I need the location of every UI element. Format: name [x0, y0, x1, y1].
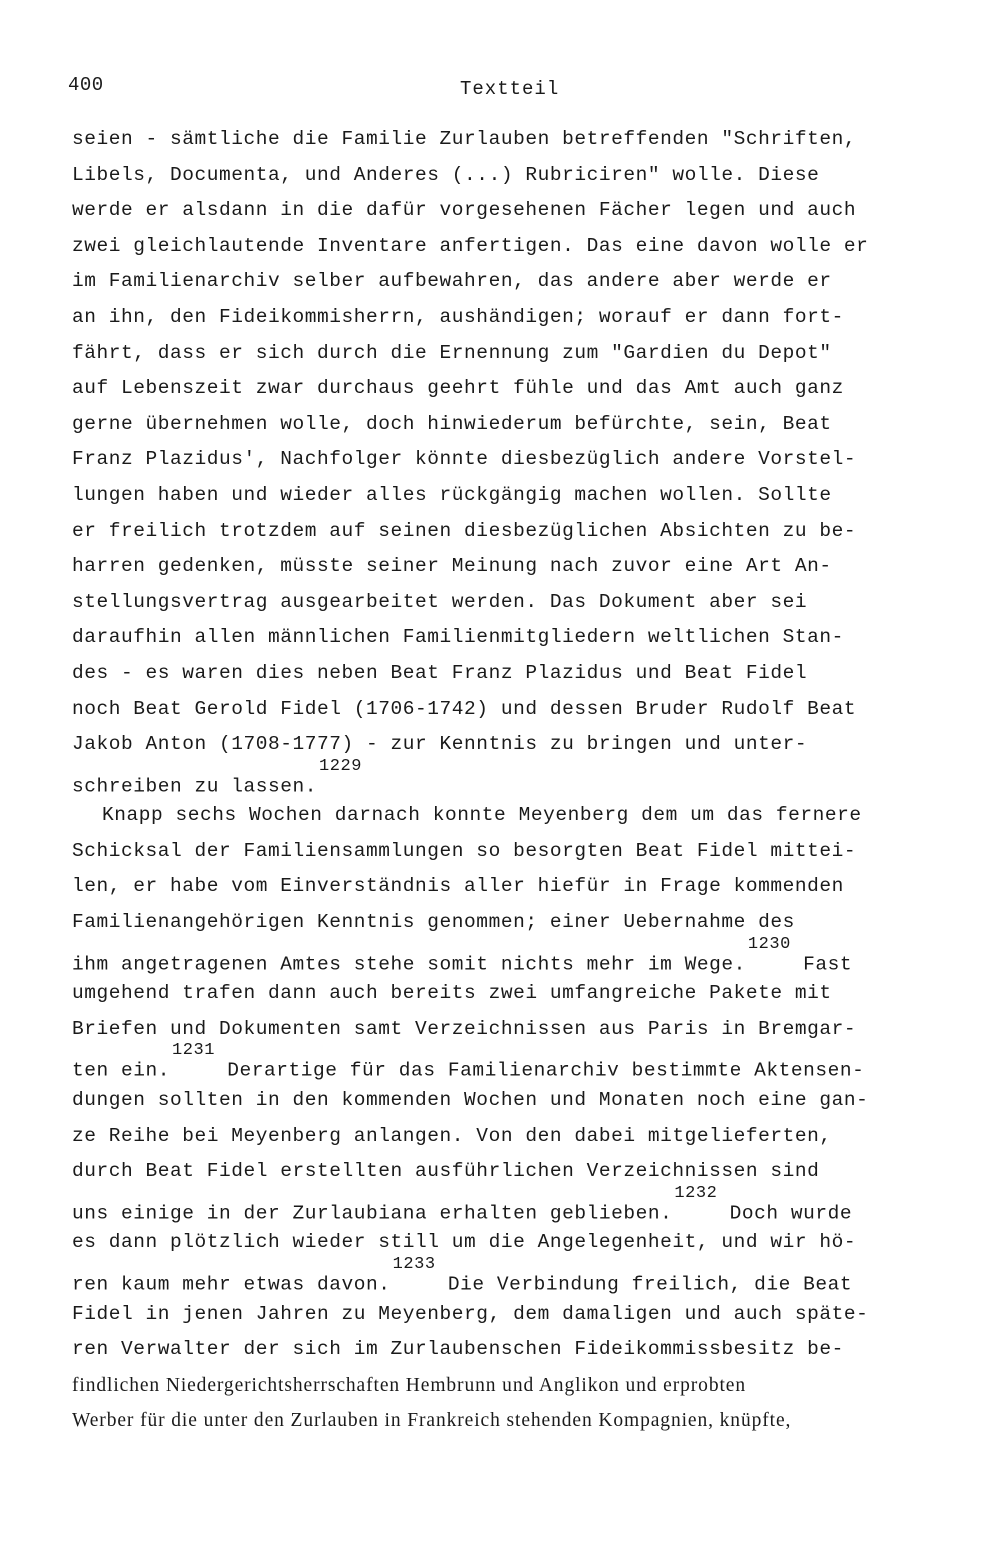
line-text: schreiben zu lassen.: [72, 775, 318, 798]
footnote-marker: 1232: [674, 1183, 718, 1203]
footnote-marker: 1229: [319, 756, 363, 776]
text-line: dungen sollten in den kommenden Wochen und Monaten noch eine gan-: [72, 1089, 869, 1112]
page-number: 400: [68, 74, 104, 96]
text-line: im Familienarchiv selber aufbewahren, das andere aber werde er: [72, 270, 832, 293]
text-line: Schicksal der Familiensammlungen so besorgten Beat Fidel mittei-: [72, 839, 857, 862]
text-line: durch Beat Fidel erstellten ausführlichen Verzeichnissen sind: [72, 1160, 820, 1183]
text-line: [72, 934, 952, 977]
text-line: werde er alsdann in die dafür vorgesehenen Fächer legen und auch: [72, 199, 857, 222]
text-line: zwei gleichlautende Inventare anfertigen. Das eine davon wolle er: [72, 234, 869, 257]
text-line: daraufhin allen männlichen Familienmitgliedern weltlichen Stan-: [72, 626, 844, 649]
text-line: stellungsvertrag ausgearbeitet werden. Das Dokument aber sei: [72, 590, 808, 613]
text-line: [72, 1041, 952, 1083]
text-line: ze Reihe bei Meyenberg anlangen. Von den dabei mitgelieferten,: [72, 1124, 832, 1147]
text-line: noch Beat Gerold Fidel (1706-1742) und dessen Bruder Rudolf Beat: [72, 697, 857, 720]
text-line: seien - sämtliche die Familie Zurlauben betreffenden "Schriften,: [72, 128, 857, 150]
text-line: des - es waren dies neben Beat Franz Plazidus und Beat Fidel: [72, 661, 808, 684]
text-line: Jakob Anton (1708-1777) - zur Kenntnis zu bringen und unter-: [72, 733, 808, 756]
line-text: ren kaum mehr etwas davon.: [72, 1273, 391, 1296]
body-text: [72, 122, 952, 1439]
text-line: Briefen und Dokumenten samt Verzeichnissen aus Paris in Bremgar-: [72, 1017, 857, 1040]
text-line: Franz Plazidus', Nachfolger könnte diesbezüglich andere Vorstel-: [72, 448, 857, 471]
line-text: Doch wurde: [717, 1202, 853, 1225]
text-line: er freilich trotzdem auf seinen diesbezüglichen Absichten zu be-: [72, 519, 857, 542]
footnote-marker: 1231: [172, 1041, 216, 1061]
text-line: findlichen Niedergerichtsherrschaften Hembrunn und Anglikon und erprobten: [72, 1374, 746, 1396]
line-text: uns einige in der Zurlaubiana erhalten geblieben.: [72, 1202, 673, 1225]
text-line: [72, 756, 952, 799]
footnote-marker: 1233: [392, 1255, 436, 1274]
text-line: [72, 1255, 952, 1297]
text-line: harren gedenken, müsste seiner Meinung nach zuvor eine Art An-: [72, 555, 832, 578]
footnote-marker: 1230: [747, 934, 791, 954]
running-head: Textteil: [460, 78, 560, 100]
paragraph-start-line: Knapp sechs Wochen darnach konnte Meyenberg dem um das fernere: [102, 804, 862, 827]
text-line: fährt, dass er sich durch die Ernennung zum "Gardien du Depot": [72, 341, 832, 364]
text-line: umgehend trafen dann auch bereits zwei umfangreiche Pakete mit: [72, 982, 832, 1005]
text-line: ren Verwalter der sich im Zurlaubenschen Fideikommissbesitz be-: [72, 1338, 844, 1361]
text-line: Familienangehörigen Kenntnis genommen; einer Uebernahme des: [72, 911, 795, 934]
line-text: Die Verbindung freilich, die Beat: [435, 1273, 853, 1296]
text-line: [72, 1183, 952, 1226]
line-text: Fast: [790, 953, 853, 976]
text-line: an ihn, den Fideikommisherrn, aushändigen; worauf er dann fort-: [72, 305, 844, 328]
text-line: auf Lebenszeit zwar durchaus geehrt fühle und das Amt auch ganz: [72, 377, 844, 400]
text-line: lungen haben und wieder alles rückgängig machen wollen. Sollte: [72, 483, 832, 506]
text-line: Werber für die unter den Zurlauben in Frankreich stehenden Kompagnien, knüpfte,: [72, 1410, 792, 1432]
text-line: Libels, Documenta, und Anderes (...) Rubriciren" wolle. Diese: [72, 163, 820, 186]
line-text: ten ein.: [72, 1059, 171, 1082]
line-text: ihm angetragenen Amtes stehe somit nichts mehr im Wege.: [72, 953, 746, 976]
text-line: es dann plötzlich wieder still um die Angelegenheit, und wir hö-: [72, 1231, 857, 1254]
line-text: Derartige für das Familienarchiv bestimmte Aktensen-: [215, 1059, 865, 1082]
text-line: gerne übernehmen wolle, doch hinwiederum befürchte, sein, Beat: [72, 412, 832, 435]
text-line: len, er habe vom Einverständnis aller hiefür in Frage kommenden: [72, 875, 844, 898]
text-line: Fidel in jenen Jahren zu Meyenberg, dem damaligen und auch späte-: [72, 1302, 869, 1325]
